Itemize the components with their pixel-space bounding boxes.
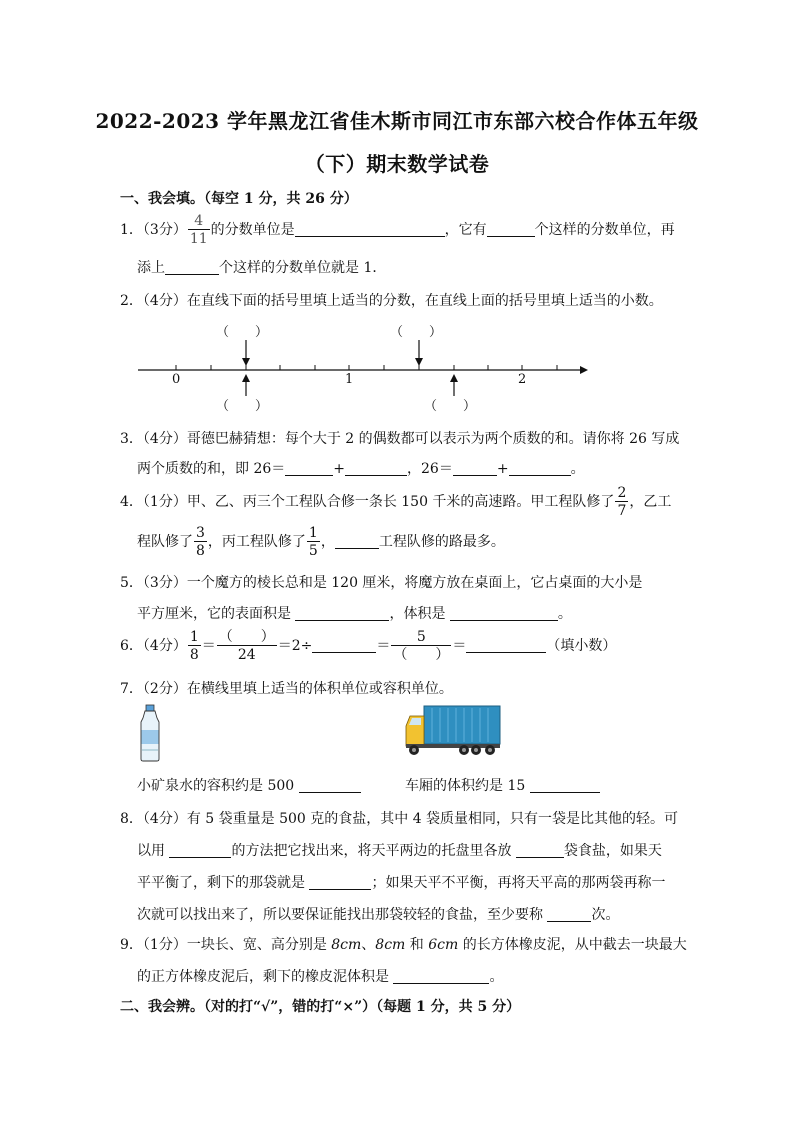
question-8-line1: 8．（4分）有 5 袋重量是 500 克的食盐，其中 4 袋质量相同，只有一袋是比其他的轻。可 [120, 811, 679, 827]
answer-blank[interactable] [309, 874, 371, 890]
answer-blank[interactable] [165, 259, 219, 275]
question-3-line2: 两个质数的和，即 26＝ + ，26＝ + 。 [137, 461, 585, 477]
number-line [130, 320, 590, 400]
question-5-line2: 平方厘米，它的表面积是 ，体积是 。 [137, 606, 572, 622]
answer-blank[interactable] [299, 777, 361, 793]
answer-blank[interactable] [285, 460, 333, 476]
answer-blank[interactable] [295, 221, 445, 237]
answer-blank[interactable] [530, 777, 600, 793]
answer-blank[interactable] [509, 460, 571, 476]
answer-blank[interactable] [450, 605, 558, 621]
down-arrow-icon [415, 340, 423, 366]
answer-blank[interactable] [547, 906, 591, 922]
water-bottle-icon [137, 704, 163, 762]
question-1-line1: 1．（3分） $\frac{4}{11}$ 的分数单位是 ，它有 个这样的分数单位，再 [120, 213, 675, 247]
fraction-2-7: $\frac{2}{7}$ [617, 485, 627, 519]
answer-blank[interactable] [487, 221, 535, 237]
question-6: 6．（4分） $\frac{1}{8}$ ＝ $\frac{( )}{24}$ ＝2÷ ＝ $\frac{5}{( )}$ ＝ （填小数） [120, 629, 617, 663]
question-9-line1: 9．（1分）一块长、宽、高分别是 8cm、8cm 和 6cm 的长方体橡皮泥，从中截去一块最大 [120, 937, 687, 953]
section2-heading: 二、我会辨。（对的打“√”，错的打“×”）（每题 1 分，共 5 分） [120, 999, 521, 1015]
fraction-blank-24: $\frac{( )}{24}$ [218, 629, 275, 663]
truck-icon [404, 704, 502, 758]
answer-blank[interactable] [312, 637, 376, 653]
paren-top-1: （ ） [216, 325, 269, 340]
up-arrow-icon [242, 374, 250, 396]
answer-blank[interactable] [466, 637, 546, 653]
section1-heading: 一、我会填。（每空 1 分，共 26 分） [120, 191, 358, 207]
page-title-line1: 2022-2023 学年黑龙江省佳木斯市同江市东部六校合作体五年级 [95, 109, 699, 133]
question-8-line3: 平平衡了，剩下的那袋就是 ；如果天平不平衡，再将天平高的那两袋再称一 [137, 875, 666, 891]
number-line-label-0: 0 [172, 372, 181, 387]
question-2-text: 2．（4分）在直线下面的括号里填上适当的分数，在直线上面的括号里填上适当的小数。 [120, 293, 663, 309]
fraction-1-8: $\frac{1}{8}$ [189, 629, 199, 663]
fraction-3-8: $\frac{3}{8}$ [196, 525, 205, 559]
paren-bottom-2: （ ） [424, 399, 477, 414]
paren-top-2: （ ） [390, 325, 443, 340]
tick-marks [176, 365, 557, 370]
question-7-right: 车厢的体积约是 15 [405, 775, 600, 795]
question-8-line2: 以用 的方法把它找出来，将天平两边的托盘里各放 袋食盐，如果天 [137, 843, 662, 859]
number-line-label-2: 2 [518, 372, 527, 387]
question-7-text: 7．（2分）在横线里填上适当的体积单位或容积单位。 [120, 681, 453, 697]
question-5-line1: 5．（3分）一个魔方的棱长总和是 120 厘米，将魔方放在桌面上，它占桌面的大小是 [120, 575, 643, 591]
answer-blank[interactable] [335, 533, 379, 549]
question-4-line1: 4．（1分）甲、乙、丙三个工程队合修一条长 150 千米的高速路。甲工程队修了 $\frac{2}{7}$ ，乙工 [120, 485, 672, 519]
answer-blank[interactable] [516, 842, 564, 858]
answer-blank[interactable] [393, 968, 489, 984]
number-line-label-1: 1 [345, 372, 354, 387]
question-4-line2: 程队修了 $\frac{3}{8}$ ，丙工程队修了 $\frac{1}{5}$ ， 工程队修的路最多。 [137, 525, 505, 559]
up-arrow-icon [450, 374, 458, 396]
question-1-line2: 添上 个这样的分数单位就是 1． [137, 260, 387, 276]
answer-blank[interactable] [453, 460, 497, 476]
axis-arrow-icon [580, 366, 588, 374]
fraction-5-blank: $\frac{5}{( )}$ [393, 629, 450, 663]
answer-blank[interactable] [295, 605, 389, 621]
question-9-line2: 的正方体橡皮泥后，剩下的橡皮泥体积是 。 [137, 969, 504, 985]
fraction-1-5: $\frac{1}{5}$ [308, 525, 318, 559]
question-7-left: 小矿泉水的容积约是 500 [137, 775, 361, 795]
fraction-4-11: $\frac{4}{11}$ [189, 213, 208, 247]
question-8-line4: 次就可以找出来了，所以要保证能找出那袋较轻的食盐，至少要称 次。 [137, 907, 620, 923]
question-3-line1: 3．（4分）哥德巴赫猜想：每个大于 2 的偶数都可以表示为两个质数的和。请你将 26 写成 [120, 431, 680, 447]
answer-blank[interactable] [169, 842, 231, 858]
paren-bottom-1: （ ） [216, 399, 269, 414]
down-arrow-icon [242, 340, 250, 366]
answer-blank[interactable] [345, 460, 407, 476]
page-title-line2: （下）期末数学试卷 [304, 152, 490, 176]
